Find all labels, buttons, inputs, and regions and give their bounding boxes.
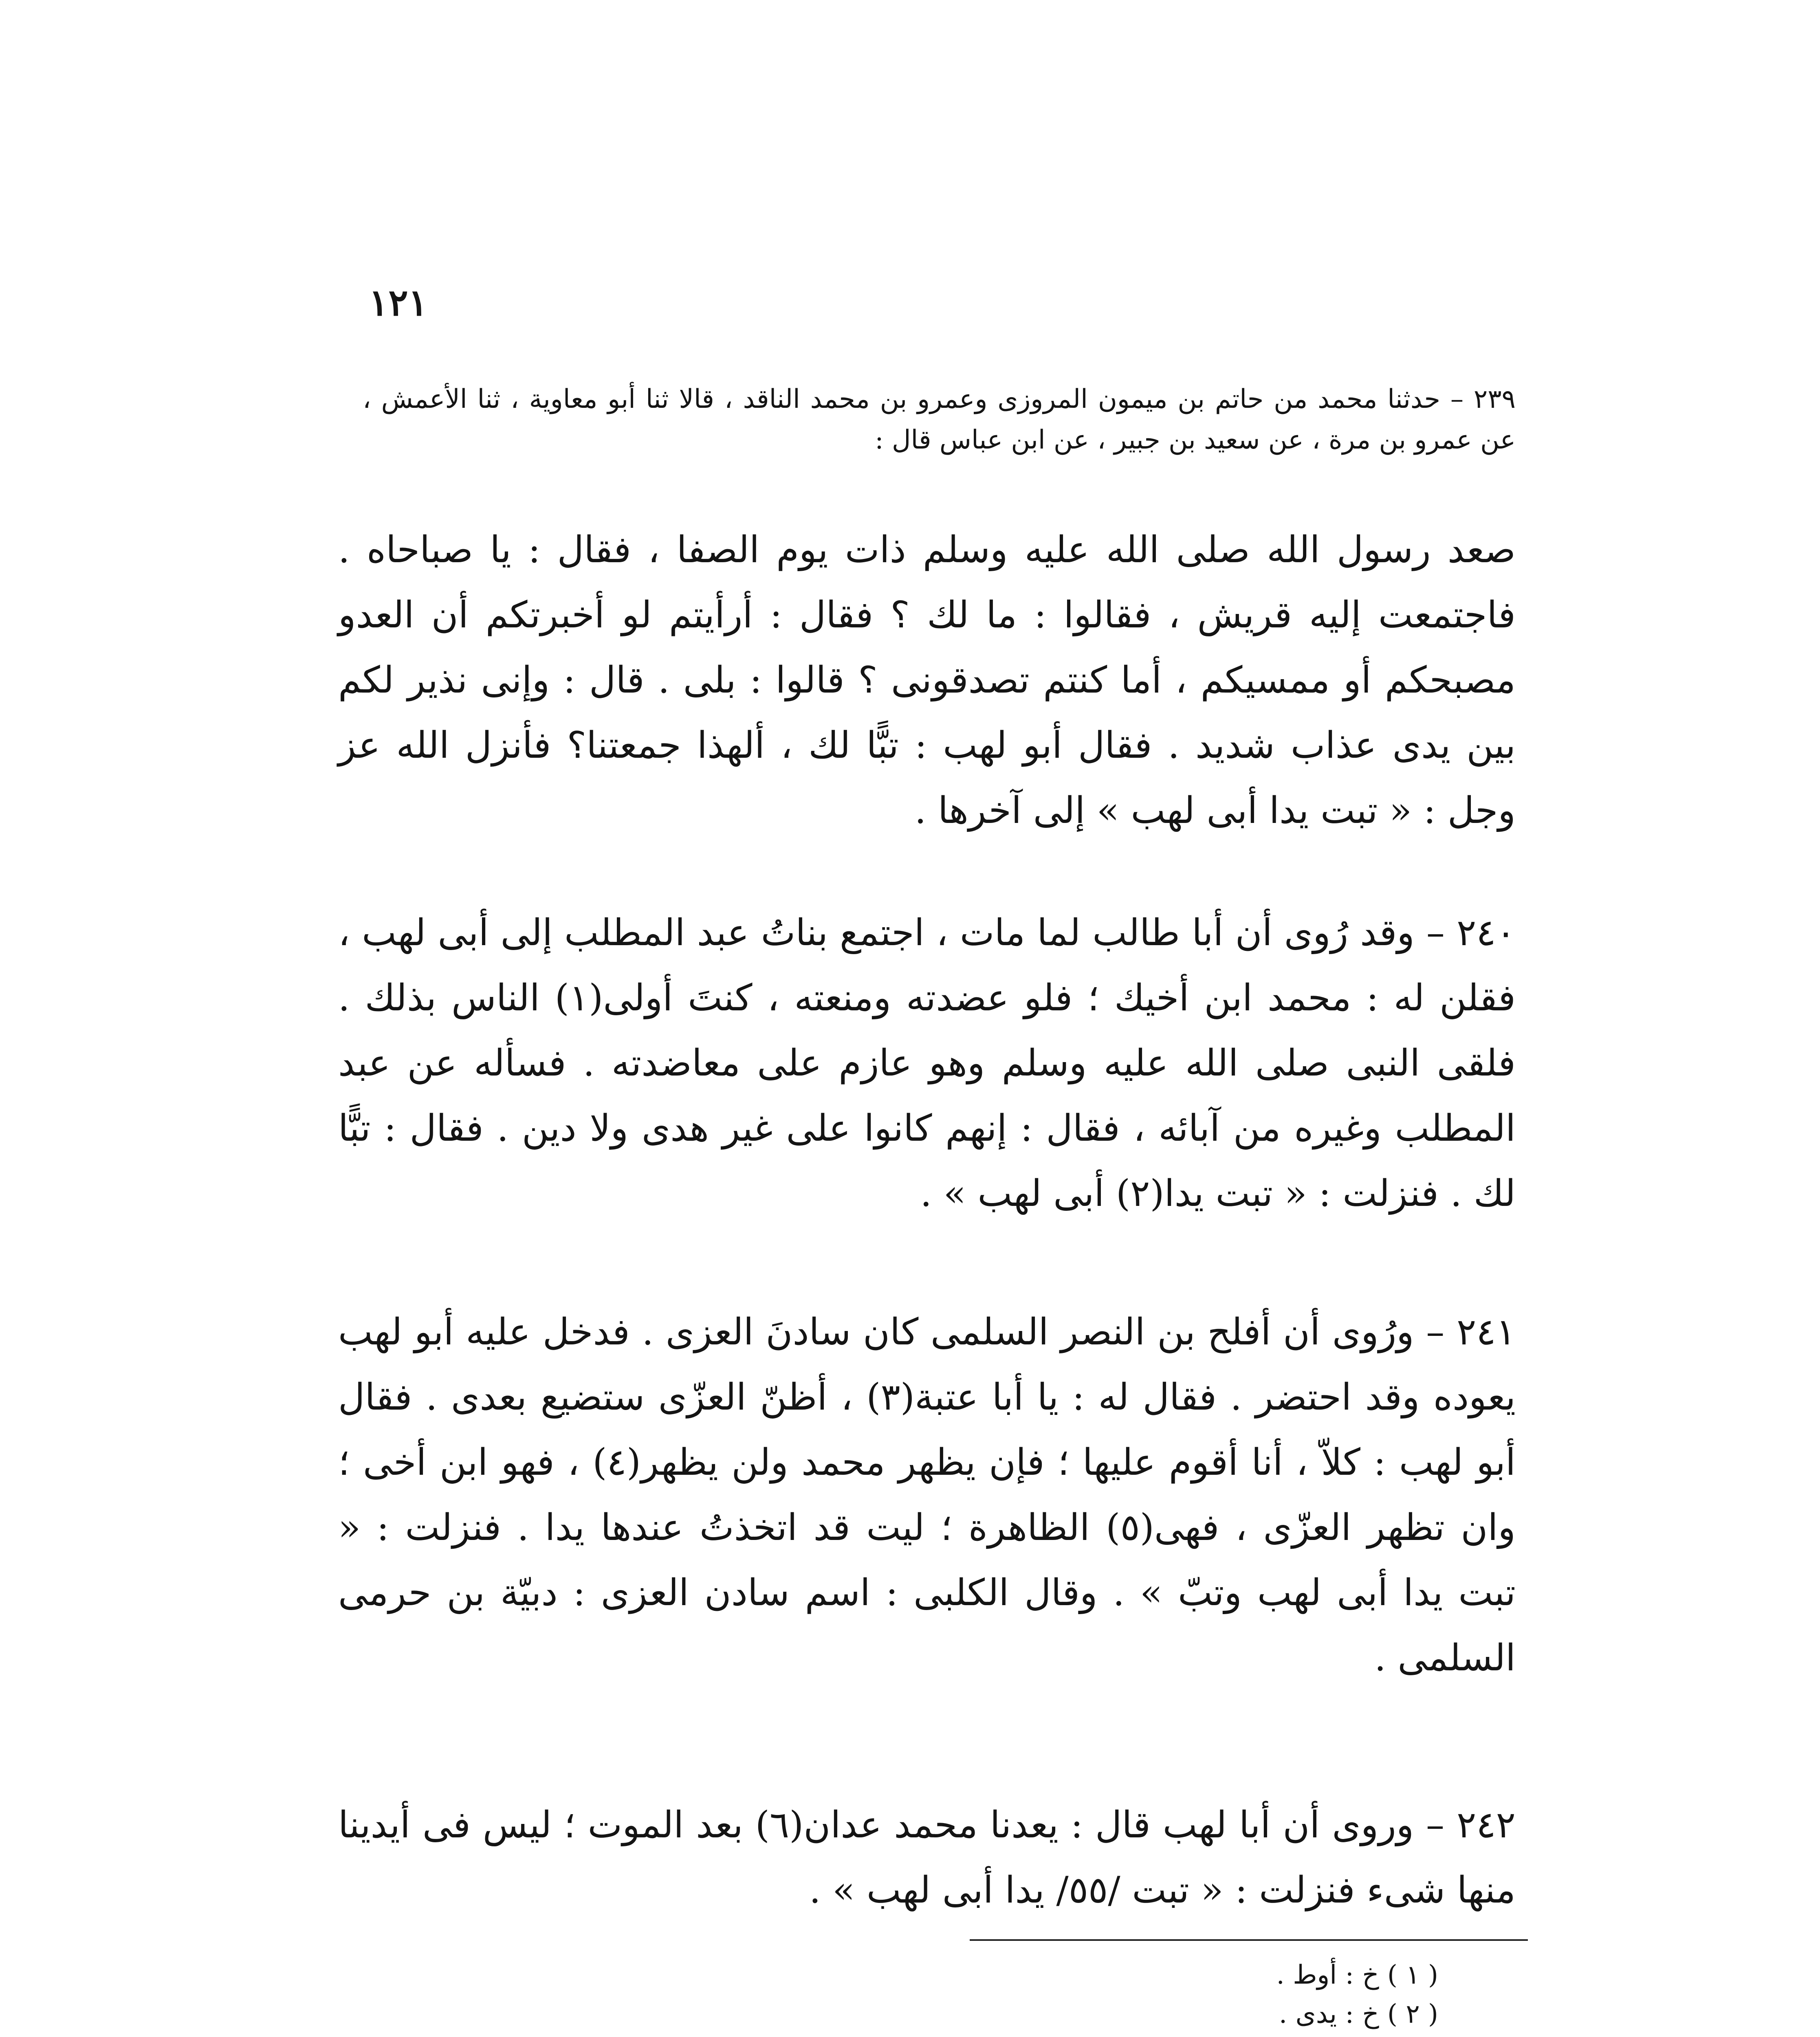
paragraph-239-text: صعد رسول الله صلى الله عليه وسلم ذات يوم الصفا ، فقال : يا صباحاه . فاجتمعت إليه قريش ، فقالوا : ما لك ؟ فقال : أرأيتم لو أخبرتكم أن العدو مصبحكم أو ممسيكم ، أما كنتم تصدقونى ؟ قالوا : بلى . قال : وإنى نذير لكم بين يدى عذاب شديد . فقال أبو لهب : تبًّا لك ، ألهذا جمعتنا؟ فأنزل الله عز وجل : « تبت يدا أبى لهب » إلى آخرها . <box>338 528 1516 832</box>
hadith-239-isnad: ٢٣٩ – حدثنا محمد من حاتم بن ميمون المروزى وعمرو بن محمد الناقد ، قالا ثنا أبو معاوية ، ثنا الأعمش ، عن عمرو بن مرة ، عن سعيد بن جبير ، عن ابن عباس قال : <box>363 384 1516 455</box>
page-number: ١٢١ <box>369 281 428 324</box>
footnotes <box>530 1956 1438 2037</box>
footnote-3 <box>530 2034 1438 2037</box>
paragraph-242: ٢٤٢ – وروى أن أبا لهب قال : يعدنا محمد عدان(٦) بعد الموت ؛ ليس فى أيدينا منها شىء فنزلت : « تبت /٥٥/ يدا أبى لهب » . <box>338 1804 1516 1912</box>
footnote-2: ( ٢ ) خ : يدى . <box>1279 1999 1438 2029</box>
footnote-1: ( ١ ) خ : أوط . <box>1276 1960 1438 1990</box>
paragraph-240: ٢٤٠ – وقد رُوى أن أبا طالب لما مات ، اجتمع بناتُ عبد المطلب إلى أبى لهب ، فقلن له : محمد ابن أخيك ؛ فلو عضدته ومنعته ، كنتَ أولى(١) الناس بذلك . فلقى النبى صلى الله عليه وسلم وهو عازم على معاضدته . فسأله عن عبد المطلب وغيره من آبائه ، فقال : إنهم كانوا على غير هدى ولا دين . فقال : تبًّا لك . فنزلت : « تبت يدا(٢) أبى لهب » . <box>338 911 1516 1215</box>
footnote-divider <box>970 1939 1528 1941</box>
paragraph-241: ٢٤١ – ورُوى أن أفلح بن النصر السلمى كان سادنَ العزى . فدخل عليه أبو لهب يعوده وقد احتضر . فقال له : يا أبا عتبة(٣) ، أظنّ العزّى ستضيع بعدى . فقال أبو لهب : كلاّ ، أنا أقوم عليها ؛ فإن يظهر محمد ولن يظهر(٤) ، فهو ابن أخى ؛ وان تظهر العزّى ، فهى(٥) الظاهرة ؛ ليت قد اتخذتُ عندها يدا . فنزلت : « تبت يدا أبى لهب وتبّ » . وقال الكلبى : اسم سادن العزى : دبيّة بن حرمى السلمى . <box>338 1311 1516 1679</box>
